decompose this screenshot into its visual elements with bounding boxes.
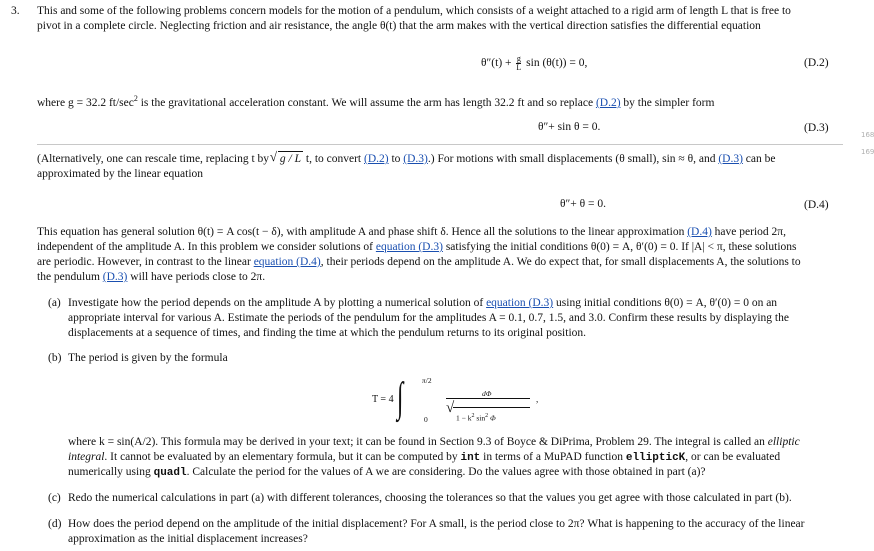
pa-l1b: using initial conditions θ(0) = A, θ′(0) = 0 on an	[553, 297, 778, 309]
code-int: int	[460, 452, 481, 464]
equation-d2-fraction	[516, 55, 521, 72]
integral-lower: 0	[424, 415, 428, 424]
link-d4[interactable]: (D.4)	[687, 226, 712, 238]
general-solution-line-3	[37, 255, 845, 270]
equation-d2-frac-den: L	[516, 63, 522, 72]
gs-l3b: , their periods depend on the amplitude A. We do expect that, for small displacements A, the solutions to	[320, 256, 801, 268]
equation-d2-label: (D.2)	[804, 57, 829, 69]
link-d3-pendulum[interactable]: (D.3)	[102, 271, 128, 283]
link-d2[interactable]: (D.2)	[595, 96, 621, 109]
pb-w3b: . Calculate the period for the values of A we are considering. Do the values agree with those obtained in part (a)?	[186, 466, 706, 478]
where-g-mid: is the gravitational acceleration constant. We will assume the arm has length 32.2 ft and so replace	[137, 96, 596, 109]
gs-l4b: will have periods close to 2π.	[127, 271, 266, 283]
equation-d2-frac-num: g	[516, 54, 521, 63]
link-equation-d3-part-a[interactable]: equation (D.3)	[486, 297, 554, 309]
integral-upper: π/2	[422, 376, 432, 385]
part-a-line-1	[68, 296, 840, 311]
where-g-pre: where g = 32.2 ft/sec	[37, 96, 134, 109]
gs-l3a: are periodic. However, in contrast to the linear	[37, 256, 254, 268]
part-d-line-1: How does the period depend on the amplitude of the initial displacement? For A small, is the period close to 2π? What is happening to the accuracy of the linear	[68, 518, 805, 530]
pb-w2d: , or can be evaluated	[685, 451, 781, 463]
gs-l1a: This equation has general solution θ(t) = A cos(t − δ), with amplitude A and phase shift δ. Hence all the solutions to the linear approximation	[37, 226, 688, 238]
pb-w1b: elliptic	[767, 436, 800, 448]
part-a-line-3: displacements at a sequence of times, and finding the time at which the pendulum returns to its original position.	[68, 327, 587, 339]
side-mark-1: 168	[861, 131, 874, 139]
formula-denominator	[456, 409, 496, 426]
part-b-where-line-1	[68, 435, 840, 450]
where-g-sup: 2	[133, 94, 138, 103]
sqrt-sign-formula: √	[446, 400, 455, 416]
equation-d3-label: (D.3)	[804, 122, 829, 134]
equation-d2-rhs: sin (θ(t)) = 0,	[526, 57, 588, 70]
equation-d3: θ″+ sin θ = 0.	[538, 121, 601, 133]
den-sup2: 2	[485, 413, 489, 419]
sqrt-text: g / L	[279, 153, 301, 165]
alt-part4: .) For motions with small displacements (θ small), sin ≈ θ, and	[427, 153, 719, 165]
where-g-post: by the simpler form	[620, 96, 715, 109]
gs-l2b: satisfying the initial conditions θ(0) = A, θ′(0) = 0. If |A| < π, these solutions	[442, 241, 797, 253]
general-solution-line-4	[37, 270, 845, 285]
den-sup1: 2	[471, 413, 475, 419]
link-d3-alt-2[interactable]: (D.3)	[718, 153, 743, 165]
den-a: 1 − k	[456, 413, 472, 423]
fraction-bar	[446, 398, 530, 399]
link-equation-d4[interactable]: equation (D.4)	[253, 256, 321, 268]
link-d2-alt[interactable]: (D.2)	[364, 153, 389, 165]
pb-w1a: where k = sin(A/2). This formula may be derived in your text; it can be found in Section 9.3 of Boyce & DiPrima, Problem 29. The integral is called an	[68, 436, 768, 448]
formula-numerator: dΦ	[482, 389, 492, 398]
pa-l1a: Investigate how the period depends on the amplitude A by plotting a numerical solution of	[68, 297, 487, 309]
divider	[37, 144, 843, 145]
pb-w3a: numerically using	[68, 466, 154, 478]
where-g-line	[37, 91, 845, 111]
equation-d4-label: (D.4)	[804, 199, 829, 211]
link-d3-alt[interactable]: (D.3)	[403, 153, 428, 165]
problem-number: 3.	[11, 5, 20, 17]
code-ellipticK: ellipticK	[625, 452, 686, 464]
intro-line-2: pivot in a complete circle. Neglecting friction and air resistance, the angle θ(t) that the arm makes with the vertical direction satisfies the differential equation	[37, 20, 761, 32]
equation-d2	[481, 55, 587, 72]
sqrt-sign: √	[269, 149, 278, 164]
part-c-label: (c)	[48, 492, 61, 504]
pb-w2b: . It cannot be evaluated by an elementary formula, but it can be computed by	[104, 451, 461, 463]
alt-part3: to	[388, 153, 404, 165]
formula-comma: ,	[536, 394, 539, 404]
alt-part1: (Alternatively, one can rescale time, replacing t by	[37, 153, 272, 165]
part-a-label: (a)	[48, 297, 61, 309]
side-mark-2: 169	[861, 148, 874, 156]
part-a-line-2: appropriate interval for various A. Estimate the periods of the pendulum for the amplitudes A = 0.1, 0.7, 1.5, and 3.0. Confirm these results by displaying the	[68, 312, 789, 324]
alternatively-line-2: approximated by the linear equation	[37, 168, 204, 180]
formula-t: T = 4	[372, 394, 394, 405]
part-b-where-line-2	[68, 450, 840, 466]
pb-w2c: in terms of a MuPAD function	[480, 451, 626, 463]
alternatively-line-1	[37, 151, 845, 167]
general-solution-line-1	[37, 225, 845, 240]
code-quadl: quadl	[153, 467, 187, 479]
sqrt-bar	[453, 407, 530, 408]
part-c-line-1: Redo the numerical calculations in part (a) with different tolerances, choosing the tolerances so that the values you get agree with those calculated in part (b).	[68, 492, 792, 504]
gs-l2a: independent of the amplitude A. In this problem we consider solutions of	[37, 241, 376, 253]
alt-part2: t, to convert	[303, 153, 364, 165]
integral-sign: ∫	[397, 375, 404, 421]
alt-part5: can be	[742, 153, 776, 165]
intro-line-1: This and some of the following problems concern models for the motion of a pendulum, which consists of a weight attached to a rigid arm of length L that is free to	[37, 5, 791, 17]
sqrt-g-over-l	[269, 149, 303, 167]
general-solution-line-2	[37, 240, 845, 255]
den-b: sin	[474, 413, 486, 423]
part-d-label: (d)	[48, 518, 62, 530]
gs-l4a: the pendulum	[37, 271, 103, 283]
part-b-line-1: The period is given by the formula	[68, 352, 228, 364]
equation-d2-lhs: θ″(t) +	[481, 57, 512, 70]
part-d-line-2: approximation as the initial displacement increases?	[68, 533, 308, 545]
den-c: Φ	[488, 413, 496, 423]
part-b-label: (b)	[48, 352, 62, 364]
link-equation-d3[interactable]: equation (D.3)	[375, 241, 443, 253]
pb-w2a: integral	[68, 451, 105, 463]
gs-l1b: have period 2π,	[711, 226, 786, 238]
part-b-where-line-3	[68, 465, 840, 481]
equation-d4: θ″+ θ = 0.	[560, 198, 607, 210]
